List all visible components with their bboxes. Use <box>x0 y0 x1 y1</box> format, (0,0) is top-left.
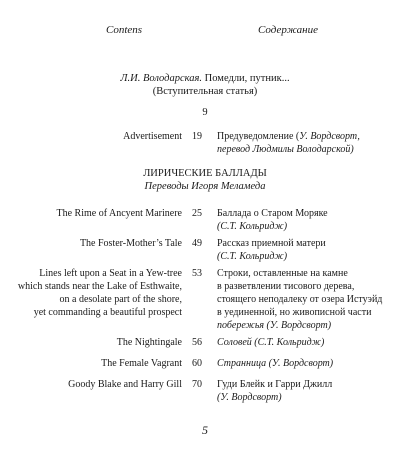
entry-line: The Rime of Ancyent Marinere <box>56 208 182 219</box>
advertisement-right <box>217 130 397 156</box>
entry-line: The Nightingale <box>116 337 182 348</box>
entry-title-ru <box>217 378 397 404</box>
entry-title-en <box>0 237 182 250</box>
entry-author: побережья (У. Вордсворт) <box>217 320 332 331</box>
entry-title-ru <box>217 336 397 349</box>
section-heading <box>0 168 410 193</box>
entry-line: The Foster-Mother’s Tale <box>79 238 182 249</box>
entry-line: Goody Blake and Harry Gill <box>68 379 182 390</box>
section-subtitle: Переводы Игоря Меламеда <box>144 180 266 192</box>
entry-line: Соловей (С.Т. Кольридж) <box>217 337 325 348</box>
entry-line: The Female Vagrant <box>101 358 182 369</box>
entry-line: Странница (У. Вордсворт) <box>217 358 334 369</box>
entry-title-ru <box>217 357 397 370</box>
entry-line: Строки, оставленные на камне <box>217 268 348 279</box>
entry-author: (С.Т. Кольридж) <box>217 251 288 262</box>
entry-line: yet commanding a beautiful prospect <box>33 307 182 318</box>
entry-line: which stands near the Lake of Esthwaite, <box>17 281 182 292</box>
entry-page: 56 <box>192 337 202 348</box>
advertisement-page: 19 <box>192 131 202 142</box>
entry-author: (С.Т. Кольридж) <box>217 221 288 232</box>
advertisement-left: Advertisement <box>123 131 182 142</box>
intro-title-line <box>0 72 410 85</box>
entry-line: Гуди Блейк и Гарри Джилл <box>217 379 333 390</box>
intro-entry <box>0 72 410 119</box>
intro-title: Помедли, путник... <box>202 73 290 84</box>
entry-page: 70 <box>192 379 202 390</box>
entry-title-en <box>0 357 182 370</box>
entry-line: Lines left upon a Seat in a Yew-tree <box>39 268 182 279</box>
entry-page: 53 <box>192 268 202 279</box>
advertisement-right-text: Предуведомление ( <box>217 131 300 142</box>
entry-title-ru <box>217 207 397 233</box>
entry-line: стоящего неподалеку от озера Истуэйд <box>217 294 383 305</box>
entry-author: (У. Вордсворт) <box>217 392 282 403</box>
advertisement-right-author: У. Вордсворт, <box>299 131 360 142</box>
entry-line: on a desolate part of the shore, <box>59 294 182 305</box>
page-number: 5 <box>202 423 208 437</box>
intro-subtitle: (Вступительная статья) <box>152 86 258 97</box>
entry-line: в разветвлении тисового дерева, <box>217 281 355 292</box>
entry-page: 49 <box>192 238 202 249</box>
entry-title-en <box>0 336 182 349</box>
entry-title-ru <box>217 237 397 263</box>
entry-line: Баллада о Старом Моряке <box>217 208 328 219</box>
advertisement-right-rest: перевод Людмилы Володарской) <box>217 144 354 155</box>
entry-line: в уединенной, но живописной части <box>217 307 372 318</box>
intro-author: Л.И. Володарская. <box>120 73 203 84</box>
entry-title-en <box>0 207 182 220</box>
intro-page: 9 <box>202 107 208 118</box>
entry-title-en <box>0 267 182 319</box>
header-left: Contens <box>106 24 143 36</box>
header-right: Содержание <box>258 24 319 36</box>
entry-title-ru <box>217 267 397 332</box>
entry-page: 25 <box>192 208 202 219</box>
section-title: ЛИРИЧЕСКИЕ БАЛЛАДЫ <box>143 168 267 179</box>
entry-title-en <box>0 378 182 391</box>
entry-page: 60 <box>192 358 202 369</box>
entry-line: Рассказ приемной матери <box>217 238 326 249</box>
